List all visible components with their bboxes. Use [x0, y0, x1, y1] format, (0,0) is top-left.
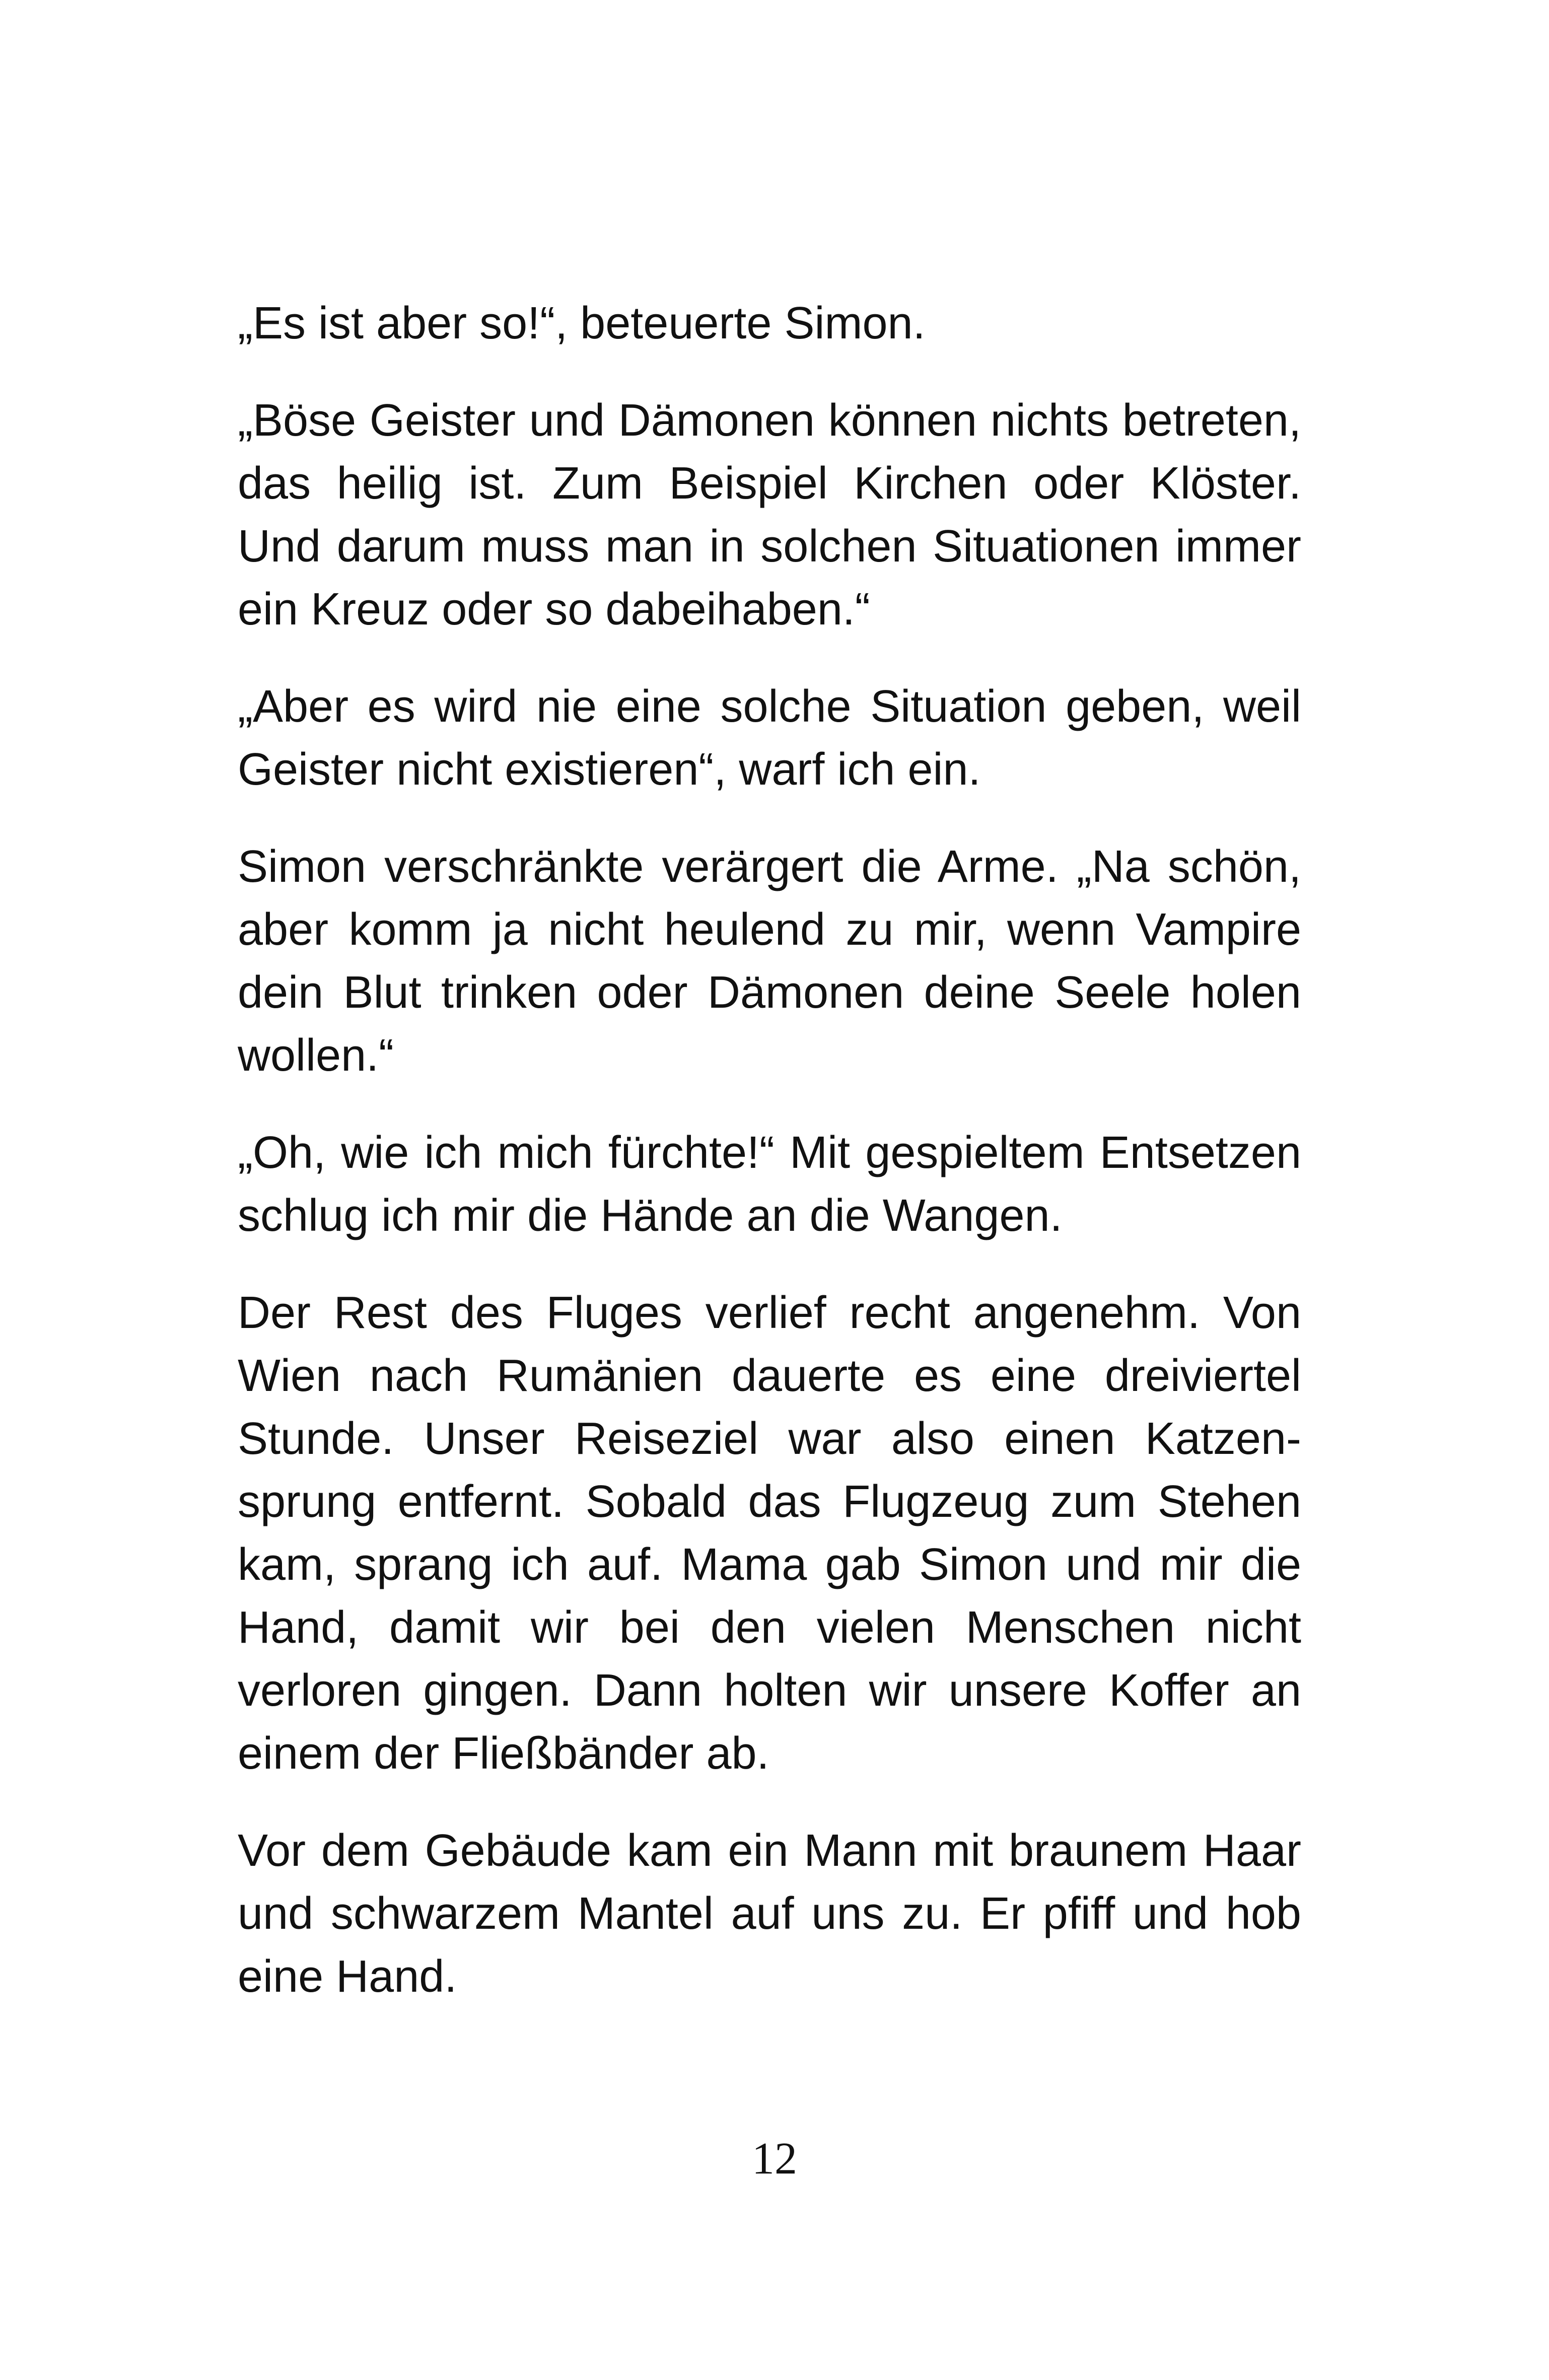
paragraph-6: Der Rest des Fluges verlief recht angenehm. Von Wien nach Rumänien dauerte es eine dreiviertel Stunde. Unser Reiseziel war also einen Katzen-sprung entfernt. Sobald das Flugzeug zum Stehen kam, sprang ich auf. Mama gab Simon und mir die Hand, damit wir bei den vielen Menschen nicht verloren gingen. Dann holten wir unsere Koffer an einem der Fließbänder ab.	[238, 1288, 1301, 1779]
page-number: 12	[752, 2134, 797, 2184]
paragraph-1: „Es ist aber so!“, beteuerte Simon.	[238, 298, 926, 348]
paragraph-4: Simon verschränkte verärgert die Arme. „Na schön, aber komm ja nicht heulend zu mir, wenn Vampire dein Blut trinken oder Dämonen deine Seele holen wollen.“	[238, 842, 1301, 1081]
paragraph-7: Vor dem Gebäude kam ein Mann mit braunem Haar und schwarzem Mantel auf uns zu. Er pfiff und hob eine Hand.	[238, 1826, 1301, 2002]
paragraph-5: „Oh, wie ich mich fürchte!“ Mit gespieltem Entsetzen schlug ich mir die Hände an die Wangen.	[238, 1128, 1301, 1241]
paragraph-3: „Aber es wird nie eine solche Situation geben, weil Geister nicht existieren“, warf ich ein.	[238, 681, 1301, 795]
body-text	[238, 292, 1301, 2043]
paragraph-2: „Böse Geister und Dämonen können nichts betreten, das heilig ist. Zum Beispiel Kirchen oder Klöster. Und darum muss man in solchen Situationen immer ein Kreuz oder so dabeihaben.“	[238, 395, 1301, 635]
